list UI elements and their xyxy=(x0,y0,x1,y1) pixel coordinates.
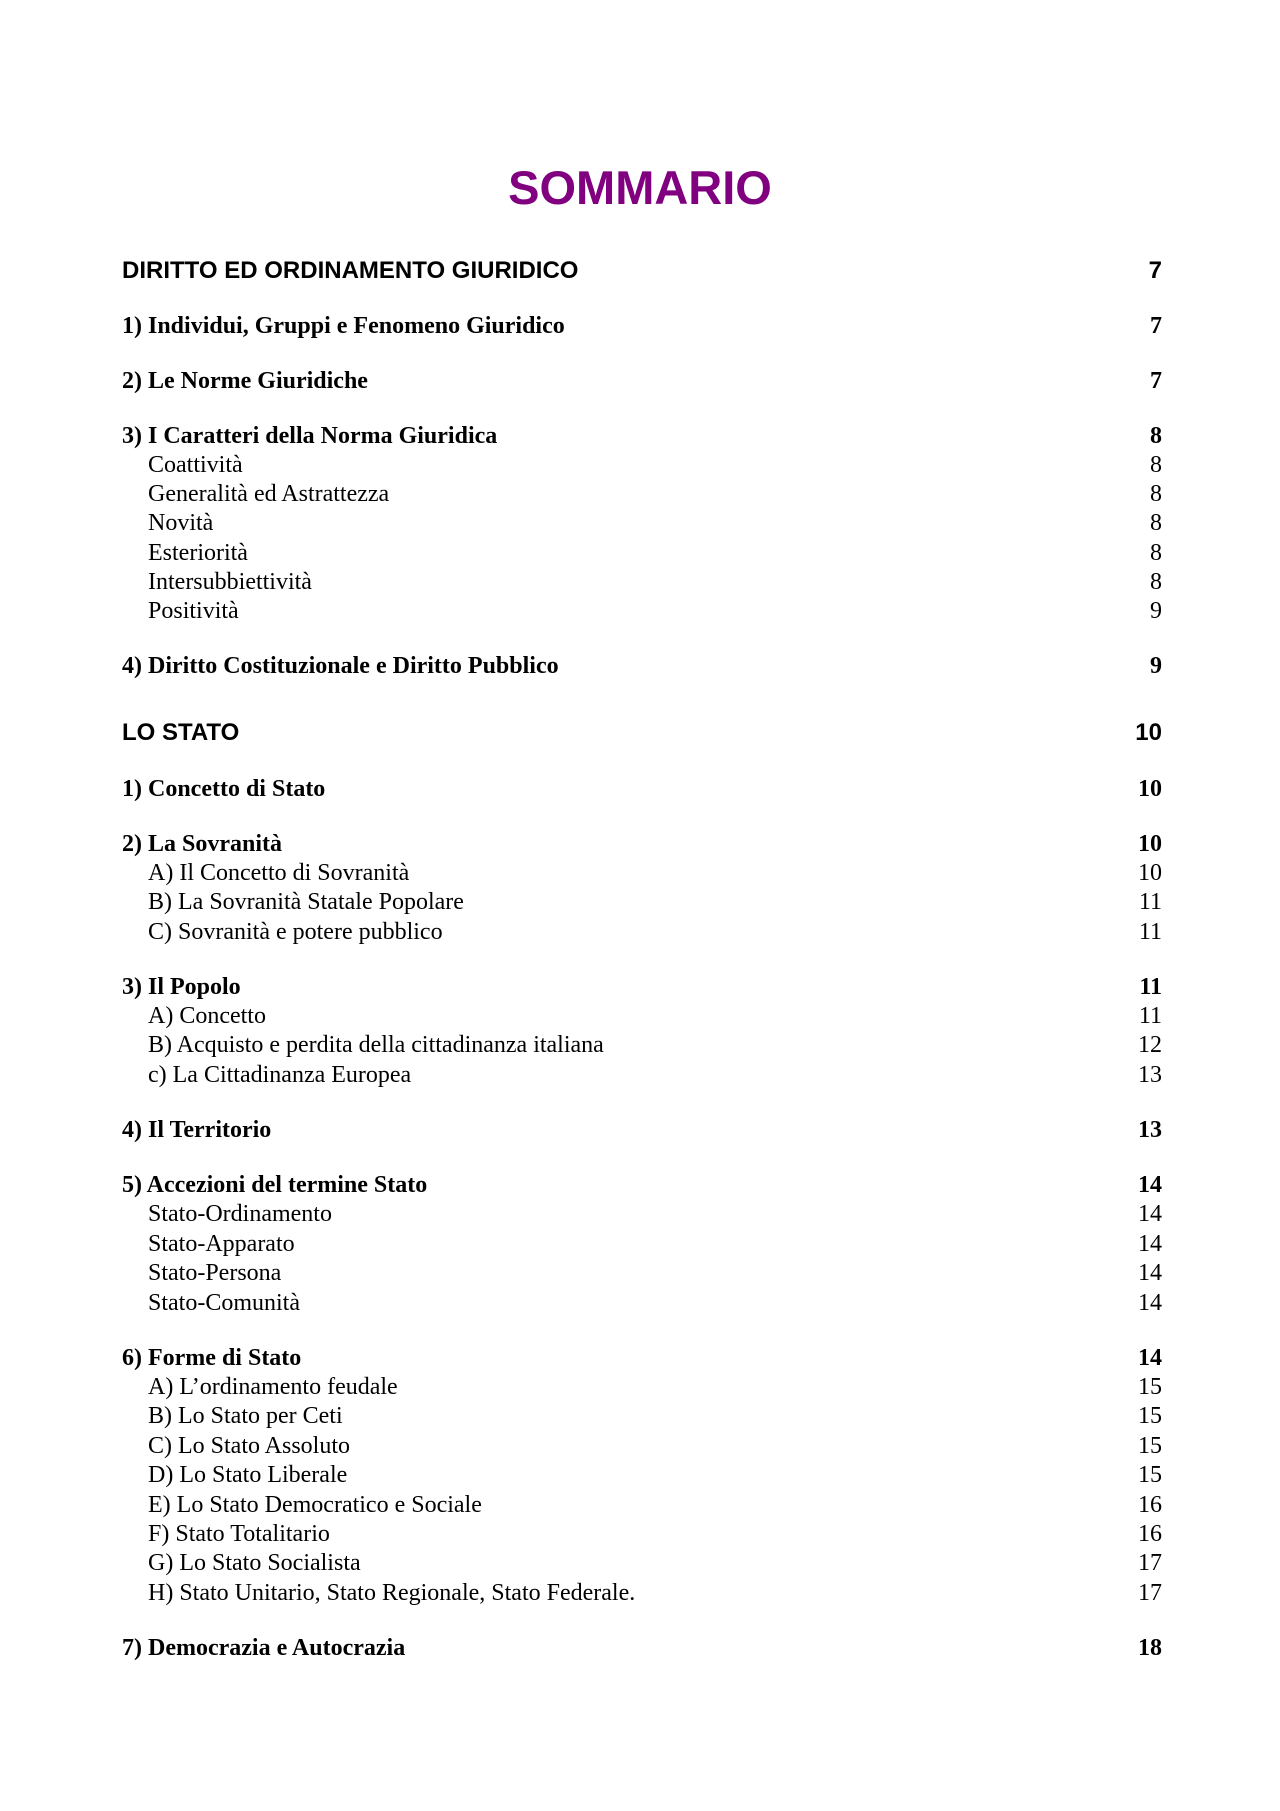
toc-entry-page-number: 9 xyxy=(1150,653,1162,679)
toc-section-entry xyxy=(122,1115,1162,1145)
toc-entry-label: Positività xyxy=(148,598,239,624)
toc-entry-page-number: 8 xyxy=(1150,540,1162,566)
toc-entry-page-number: 11 xyxy=(1138,889,1162,915)
toc-sub-entry xyxy=(122,1578,1162,1608)
toc-entry-label: D) Lo Stato Liberale xyxy=(148,1462,348,1488)
toc-entry-page-number: 14 xyxy=(1138,1345,1162,1371)
toc-sub-entry xyxy=(122,1030,1162,1060)
toc-entry-page-number: 13 xyxy=(1138,1062,1162,1088)
toc-entry-label: Stato-Persona xyxy=(148,1260,282,1286)
toc-entry-label: Intersubbiettività xyxy=(148,569,312,595)
toc-entry-label: c) La Cittadinanza Europea xyxy=(148,1062,412,1088)
toc-section-entry xyxy=(122,1633,1162,1663)
toc-section-entry xyxy=(122,1343,1162,1373)
toc-entry-page-number: 8 xyxy=(1150,423,1162,449)
toc-section-entry xyxy=(122,774,1162,804)
toc-entry-label: Stato-Apparato xyxy=(148,1231,295,1257)
toc-entry-page-number: 16 xyxy=(1138,1492,1162,1518)
toc-entry-label: C) Lo Stato Assoluto xyxy=(148,1433,351,1459)
toc-sub-entry xyxy=(122,917,1162,947)
toc-section-entry xyxy=(122,651,1162,681)
toc-entry-page-number: 13 xyxy=(1138,1117,1162,1143)
toc-entry-page-number: 10 xyxy=(1135,719,1162,746)
toc-entry-page-number: 11 xyxy=(1138,919,1162,945)
toc-sub-entry xyxy=(122,1548,1162,1578)
toc-entry-label: B) Acquisto e perdita della cittadinanza italiana xyxy=(148,1032,604,1058)
toc-entry-label: 1) Individui, Gruppi e Fenomeno Giuridico xyxy=(122,313,565,339)
toc-sub-entry xyxy=(122,1258,1162,1288)
toc-entry-label: C) Sovranità e potere pubblico xyxy=(148,919,443,945)
toc-entry-page-number: 11 xyxy=(1139,974,1162,1000)
toc-sub-entry xyxy=(122,1199,1162,1229)
toc-entry-label: 4) Diritto Costituzionale e Diritto Pubblico xyxy=(122,653,559,679)
toc-entry-page-number: 14 xyxy=(1138,1231,1162,1257)
toc-entry-page-number: 14 xyxy=(1138,1290,1162,1316)
toc-entry-label: 3) I Caratteri della Norma Giuridica xyxy=(122,423,498,449)
toc-entry-label: 2) La Sovranità xyxy=(122,831,283,857)
toc-entry-page-number: 15 xyxy=(1138,1403,1162,1429)
toc-entry-page-number: 8 xyxy=(1150,510,1162,536)
toc-entry-page-number: 14 xyxy=(1138,1201,1162,1227)
toc-chapter-entry xyxy=(122,256,1162,286)
toc-entry-label: 7) Democrazia e Autocrazia xyxy=(122,1635,406,1661)
toc-entry-page-number: 8 xyxy=(1150,452,1162,478)
toc-sub-entry xyxy=(122,1490,1162,1520)
toc-entry-label: Generalità ed Astrattezza xyxy=(148,481,390,507)
toc-entry-label: Stato-Ordinamento xyxy=(148,1201,332,1227)
toc-section-entry xyxy=(122,366,1162,396)
toc-section-entry xyxy=(122,1170,1162,1200)
toc-entry-page-number: 12 xyxy=(1138,1032,1162,1058)
toc-sub-entry xyxy=(122,567,1162,597)
toc-section-entry xyxy=(122,829,1162,859)
toc-entry-label: G) Lo Stato Socialista xyxy=(148,1550,361,1576)
page-title: SOMMARIO xyxy=(508,161,772,214)
toc-sub-entry xyxy=(122,1460,1162,1490)
toc-entry-label: A) Concetto xyxy=(148,1003,266,1029)
toc-entry-page-number: 8 xyxy=(1150,481,1162,507)
toc-entry-label: Stato-Comunità xyxy=(148,1290,300,1316)
toc-entry-page-number: 10 xyxy=(1138,776,1162,802)
toc-entry-label: 3) Il Popolo xyxy=(122,974,241,1000)
toc-sub-entry xyxy=(122,596,1162,626)
toc-entry-label: 5) Accezioni del termine Stato xyxy=(122,1172,428,1198)
toc-entry-label: 4) Il Territorio xyxy=(122,1117,272,1143)
toc-entry-label: A) L’ordinamento feudale xyxy=(148,1374,398,1400)
toc-sub-entry xyxy=(122,1288,1162,1318)
table-of-contents xyxy=(122,0,1162,1811)
toc-entry-page-number: 10 xyxy=(1138,831,1162,857)
toc-entry-label: 1) Concetto di Stato xyxy=(122,776,326,802)
toc-sub-entry xyxy=(122,887,1162,917)
toc-entry-page-number: 15 xyxy=(1138,1374,1162,1400)
toc-entry-page-number: 16 xyxy=(1138,1521,1162,1547)
toc-section-entry xyxy=(122,311,1162,341)
toc-entry-page-number: 14 xyxy=(1138,1260,1162,1286)
toc-sub-entry xyxy=(122,450,1162,480)
toc-sub-entry xyxy=(122,508,1162,538)
toc-entry-label: Novità xyxy=(148,510,214,536)
toc-entry-page-number: 7 xyxy=(1150,368,1162,394)
toc-entry-page-number: 15 xyxy=(1138,1433,1162,1459)
toc-sub-entry xyxy=(122,1001,1162,1031)
toc-entry-label: Coattività xyxy=(148,452,243,478)
toc-entry-label: DIRITTO ED ORDINAMENTO GIURIDICO xyxy=(122,257,579,284)
toc-section-entry xyxy=(122,972,1162,1002)
toc-entry-page-number: 14 xyxy=(1138,1172,1162,1198)
toc-entry-page-number: 10 xyxy=(1138,860,1162,886)
toc-entry-label: Esteriorità xyxy=(148,540,248,566)
toc-sub-entry xyxy=(122,538,1162,568)
toc-chapter-entry xyxy=(122,718,1162,748)
toc-entry-label: 6) Forme di Stato xyxy=(122,1345,302,1371)
toc-entry-page-number: 18 xyxy=(1138,1635,1162,1661)
toc-entry-page-number: 7 xyxy=(1150,313,1162,339)
toc-sub-entry xyxy=(122,1060,1162,1090)
toc-sub-entry xyxy=(122,479,1162,509)
toc-entry-label: F) Stato Totalitario xyxy=(148,1521,330,1547)
toc-entry-label: B) Lo Stato per Ceti xyxy=(148,1403,343,1429)
toc-sub-entry xyxy=(122,858,1162,888)
toc-entry-page-number: 17 xyxy=(1138,1550,1162,1576)
toc-entry-page-number: 9 xyxy=(1150,598,1162,624)
toc-entry-label: E) Lo Stato Democratico e Sociale xyxy=(148,1492,482,1518)
toc-sub-entry xyxy=(122,1519,1162,1549)
toc-entry-page-number: 15 xyxy=(1138,1462,1162,1488)
toc-entry-label: H) Stato Unitario, Stato Regionale, Stato Federale. xyxy=(148,1580,636,1606)
toc-sub-entry xyxy=(122,1431,1162,1461)
toc-sub-entry xyxy=(122,1372,1162,1402)
toc-entry-label: 2) Le Norme Giuridiche xyxy=(122,368,368,394)
toc-entry-page-number: 17 xyxy=(1138,1580,1162,1606)
toc-sub-entry xyxy=(122,1401,1162,1431)
toc-entry-label: A) Il Concetto di Sovranità xyxy=(148,860,410,886)
toc-entry-page-number: 7 xyxy=(1148,257,1162,284)
toc-section-entry xyxy=(122,421,1162,451)
toc-entry-label: B) La Sovranità Statale Popolare xyxy=(148,889,464,915)
toc-sub-entry xyxy=(122,1229,1162,1259)
toc-entry-label: LO STATO xyxy=(122,719,240,746)
toc-entry-page-number: 8 xyxy=(1150,569,1162,595)
toc-entry-page-number: 11 xyxy=(1138,1003,1162,1029)
